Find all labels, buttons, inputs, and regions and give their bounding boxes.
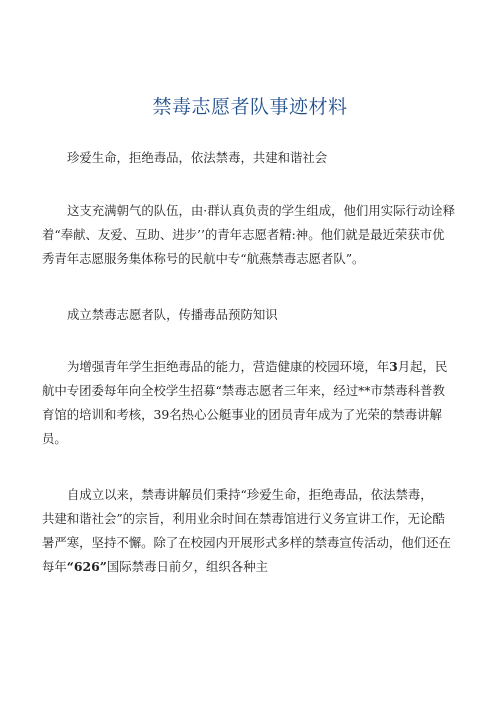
paragraph-line: 秀青年志愿服务集体称号的民航中专“航燕禁毒志愿者队”。 xyxy=(42,251,365,266)
paragraph-line: 每年“626”国际禁毒日前夕，组织各种主 xyxy=(42,559,268,574)
subheading-cherish-life xyxy=(42,146,458,170)
subheading-text: 成立禁毒志愿者队，传播毒品预防知识 xyxy=(67,307,278,322)
document-title: 禁毒志愿者队事迹材料 xyxy=(152,96,348,118)
bold-number: “626” xyxy=(66,559,107,574)
paragraph-line: 暑严寒，坚持不懈。除了在校园内开展形式多样的禁毒宣传活动，他们还在 xyxy=(42,535,451,550)
paragraph-recruitment xyxy=(42,355,458,451)
paragraph-line: 着“奉献、友爱、互助、进步’’的青年志愿者精:神。他们就是最近荣获市优 xyxy=(42,227,445,242)
subheading-text: 珍爱生命，拒绝毒品，依法禁毒，共建和谐社会 xyxy=(67,150,328,165)
subheading-establish-team xyxy=(42,303,458,327)
paragraph-line: 共建和谐社会”的宗旨，利用业余时间在禁毒馆进行义务宣讲工作，无论酷 xyxy=(42,511,445,526)
paragraph-line: 员。 xyxy=(42,431,67,446)
paragraph-team-intro xyxy=(42,199,458,271)
bold-number: 3 xyxy=(389,359,398,374)
paragraph-line: 为增强青年学生拒绝毒品的能力，营造健康的校园环境，年3月起，民 xyxy=(67,359,448,374)
paragraph-line: 航中专团委每年向全校学生招募“禁毒志愿者三年来，经过**市禁毒科普教 xyxy=(42,383,445,398)
paragraph-line: 育馆的培训和考核，39名热心公艇事业的团员青年成为了光荣的禁毒讲解 xyxy=(42,407,442,422)
paragraph-line: 这支充满朝气的队伍，由·群认真负责的学生组成，他们用实际行动诠释 xyxy=(67,203,456,218)
paragraph-line: 自成立以来，禁毒讲解员们秉持“珍爱生命，拒绝毒品，依法禁毒， xyxy=(67,487,433,502)
paragraph-activities xyxy=(42,483,458,579)
